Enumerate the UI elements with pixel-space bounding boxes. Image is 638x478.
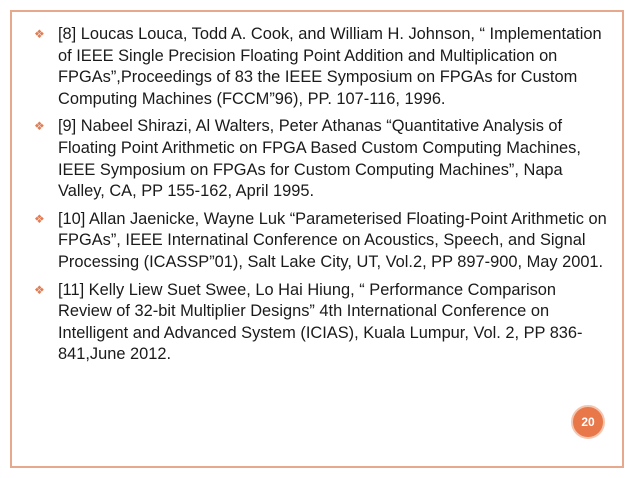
diamond-bullet-icon: ❖ [34,282,45,297]
diamond-bullet-icon: ❖ [34,119,45,134]
reference-item [34,280,608,366]
reference-text: [8] Loucas Louca, Todd A. Cook, and William H. Johnson, “ Implementation of IEEE Single Precision Floating Point Addition and Multiplication on FPGAs”,Proceedings of 83 the IEEE Symposium on FPGAs for Custom Computing Machines (FCCM”96), PP. 107-116, 1996. [58,25,602,108]
reference-text: [11] Kelly Liew Suet Swee, Lo Hai Hiung, “ Performance Comparison Review of 32-bit Multiplier Designs” 4th International Conference on Intelligent and Advanced System (ICIAS), Kuala Lumpur, Vol. 2, PP 836-841,June 2012. [58,280,583,364]
reference-list [34,24,608,372]
diamond-bullet-icon: ❖ [34,211,45,226]
reference-item [34,24,608,110]
reference-text: [10] Allan Jaenicke, Wayne Luk “Parameterised Floating-Point Arithmetic on FPGAs”, IEEE Internatinal Conference on Acoustics, Speech, and Signal Processing (ICASSP”01), Salt Lake City, UT, Vol.2, PP 897-900, May 2001. [58,209,607,271]
reference-item [34,209,608,274]
reference-item [34,116,608,202]
diamond-bullet-icon: ❖ [34,27,45,41]
page-number-badge: 20 [571,405,605,439]
reference-text: [9] Nabeel Shirazi, Al Walters, Peter Athanas “Quantitative Analysis of Floating Point Arithmetic on FPGA Based Custom Computing Machines, IEEE Symposium on FPGAs for Custom Computing Machines”, Napa Valley, CA, PP 155-162, April 1995. [58,117,581,201]
